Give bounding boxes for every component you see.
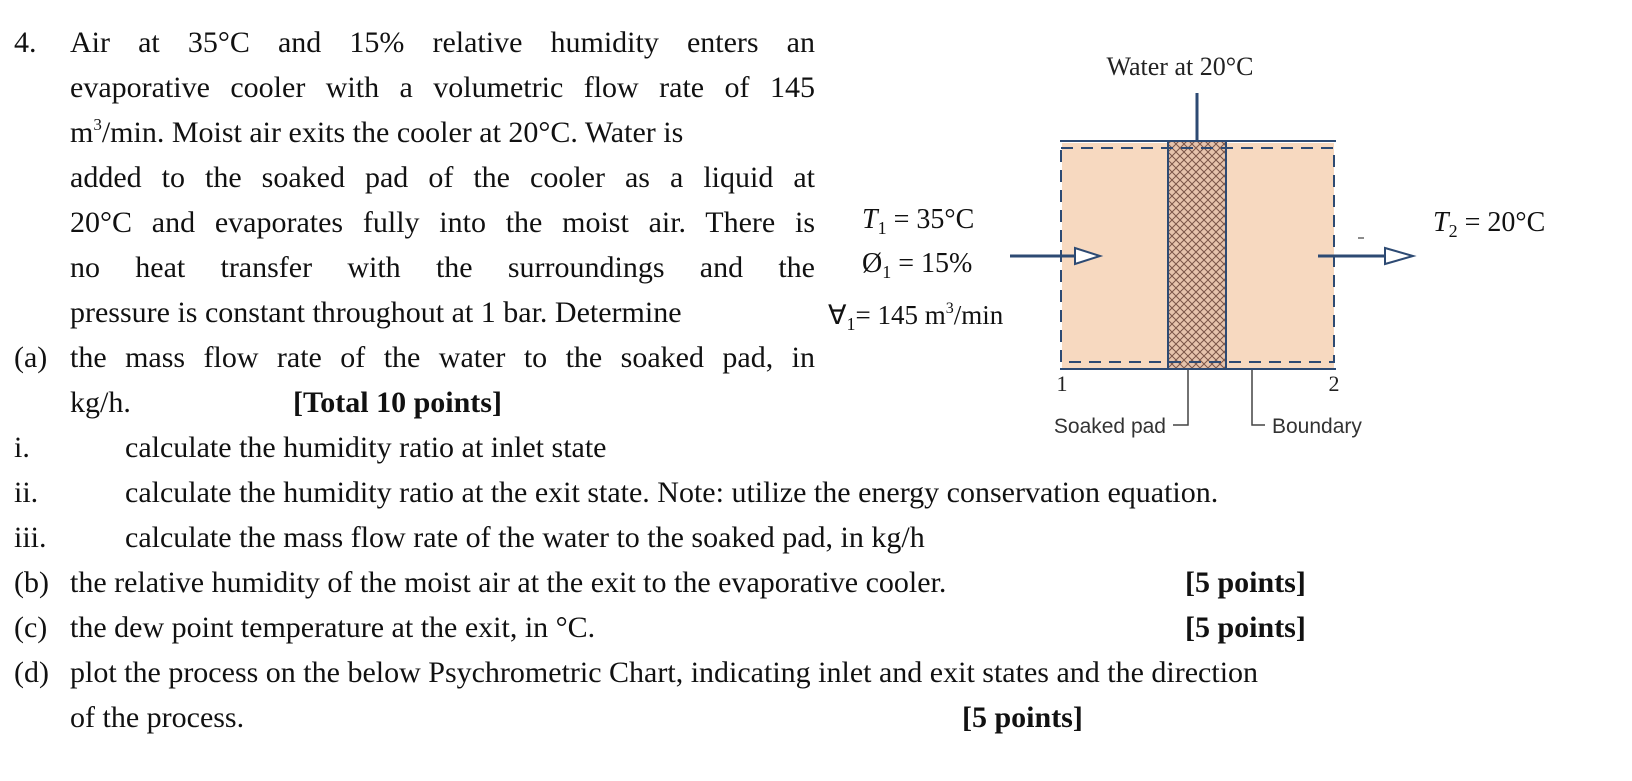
- part-c-label: (c): [14, 611, 48, 644]
- body-line-6: no heat transfer with the surroundings and the: [70, 251, 815, 284]
- air-outlet-arrow-icon: [1385, 248, 1413, 264]
- body-line-1: Air at 35°C and 15% relative humidity enters an: [70, 26, 815, 59]
- body-line-5: 20°C and evaporates fully into the moist air. There is: [70, 206, 815, 239]
- t2-symbol: T: [1433, 207, 1449, 238]
- t1-label: [862, 204, 974, 238]
- v1-label: [828, 300, 1004, 334]
- part-d-label: (d): [14, 656, 49, 689]
- phi1-label: [862, 248, 972, 282]
- subpart-i-label: i.: [14, 431, 30, 464]
- subpart-iii-text: calculate the mass flow rate of the water to the soaked pad, in kg/h: [125, 521, 925, 554]
- t2-label: [1433, 207, 1545, 241]
- water-label: Water at 20°C: [1106, 52, 1254, 81]
- phi1-subscript: 1: [882, 262, 892, 282]
- part-d-points: [5 points]: [962, 701, 1083, 734]
- part-b-label: (b): [14, 566, 49, 599]
- part-c-text: the dew point temperature at the exit, in °C.: [70, 611, 596, 644]
- soaked-pad-label: Soaked pad: [1053, 415, 1166, 438]
- soaked-pad: [1168, 141, 1226, 369]
- phi1-value: = 15%: [891, 248, 973, 279]
- part-d-text-1: plot the process on the below Psychrometric Chart, indicating inlet and exit states and the direction: [70, 656, 1259, 689]
- subpart-iii-label: iii.: [14, 521, 47, 554]
- part-b-text: the relative humidity of the moist air at the exit to the evaporative cooler.: [70, 566, 947, 599]
- t2-value: = 20°C: [1457, 207, 1546, 238]
- t1-subscript: 1: [877, 218, 887, 238]
- subpart-ii-label: ii.: [14, 476, 39, 509]
- part-a-label: (a): [14, 341, 48, 374]
- body-line-7: pressure is constant throughout at 1 bar. Determine: [70, 296, 682, 329]
- problem-number: 4.: [14, 26, 37, 59]
- subpart-ii-text: calculate the humidity ratio at the exit state. Note: utilize the energy conservation equation.: [125, 476, 1219, 509]
- boundary-leader: [1252, 370, 1265, 425]
- boundary-label: Boundary: [1272, 415, 1362, 438]
- v1-superscript: 3: [945, 300, 954, 317]
- part-d-text-2: of the process.: [70, 701, 245, 734]
- state-2-label: 2: [1328, 371, 1340, 396]
- unit-m: m: [70, 116, 94, 149]
- part-b-points: [5 points]: [1185, 566, 1306, 599]
- part-a-points: [Total 10 points]: [293, 386, 502, 419]
- part-c-points: [5 points]: [1185, 611, 1306, 644]
- v1-value: = 145 m: [855, 300, 946, 330]
- superscript-3: 3: [93, 115, 102, 134]
- t1-symbol: T: [862, 204, 878, 235]
- body-line-4: added to the soaked pad of the cooler as a liquid at: [70, 161, 815, 194]
- subpart-i-text: calculate the humidity ratio at inlet state: [125, 431, 607, 464]
- body-line-2: evaporative cooler with a volumetric flow rate of 145: [70, 71, 815, 104]
- v1-unit: /min: [953, 300, 1004, 330]
- part-a-text-2: kg/h.: [70, 386, 131, 419]
- phi1-symbol: Ø: [862, 248, 883, 279]
- soaked-pad-leader: [1173, 370, 1188, 425]
- t1-value: = 35°C: [886, 204, 975, 235]
- state-1-label: 1: [1056, 371, 1068, 396]
- v1-symbol: ∀: [828, 300, 847, 330]
- v1-subscript: 1: [846, 314, 856, 334]
- t2-subscript: 2: [1448, 221, 1458, 241]
- body-line-3-rest: /min. Moist air exits the cooler at 20°C. Water is: [101, 116, 684, 149]
- part-a-text-1: the mass flow rate of the water to the soaked pad, in: [70, 341, 815, 374]
